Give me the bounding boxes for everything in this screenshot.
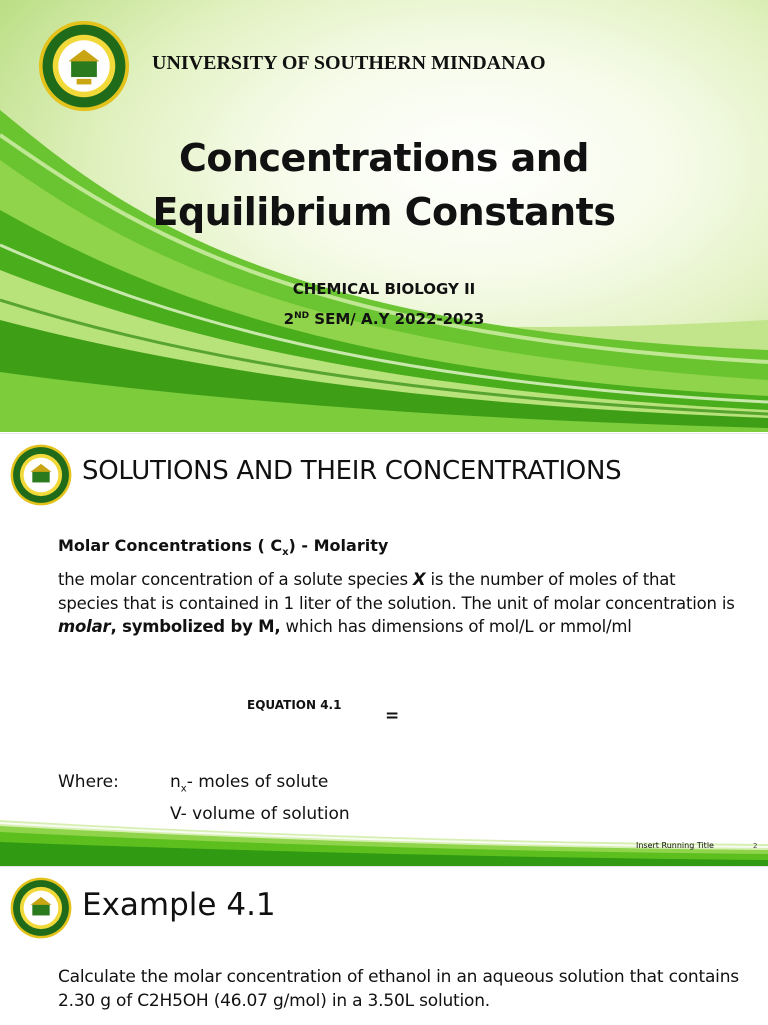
definition-part-1: the molar concentration of a solute species (58, 570, 413, 589)
definition-part-2: is the number of moles of that species that is contained in 1 liter of the solution. The unit of molar concentration is (58, 570, 735, 613)
example-heading: Example 4.1 (82, 887, 276, 923)
semester-rest: SEM/ A.Y 2022-2023 (309, 310, 485, 328)
symbolized-text: , symbolized by M, (110, 617, 281, 636)
example-problem: Calculate the molar concentration of ethanol in an aqueous solution that contains 2.30 g of C2H5OH (46.07 g/mol) in a 3.50L solution. (58, 967, 739, 1011)
green-wave-footer (0, 814, 768, 866)
university-seal-icon (10, 877, 72, 939)
title-line-2: Equilibrium Constants (152, 190, 616, 234)
semester-line (184, 310, 584, 328)
molarity-definition (58, 568, 738, 639)
title-slide (0, 0, 768, 432)
concentration-slide (0, 433, 768, 866)
where-label: Where: (58, 772, 119, 792)
university-seal-icon (10, 444, 72, 506)
moles-text: - moles of solute (186, 772, 329, 792)
moles-subscript: x (180, 783, 187, 795)
moles-variable: n (170, 772, 181, 792)
definition-part-3: which has dimensions of mol/L or mmol/ml (280, 617, 632, 636)
course-name: CHEMICAL BIOLOGY II (292, 280, 476, 298)
example-slide (0, 866, 768, 1025)
subhead-suffix: ) - Molarity (288, 536, 389, 555)
moles-definition (170, 772, 328, 794)
volume-definition: V- volume of solution (170, 804, 350, 824)
subhead-subscript: x (282, 547, 289, 559)
slide-number: 2 (753, 842, 758, 850)
equation-equals: = (385, 706, 400, 726)
semester-suffix: ND (294, 311, 310, 321)
molar-term: molar (58, 617, 111, 636)
equation-label: EQUATION 4.1 (247, 698, 342, 712)
subhead-prefix: Molar Concentrations ( C (58, 536, 283, 555)
species-variable: X (412, 570, 426, 589)
title-line-1: Concentrations and (178, 136, 590, 180)
molarity-subheading (58, 536, 388, 558)
slide-heading: SOLUTIONS AND THEIR CONCENTRATIONS (82, 456, 622, 486)
university-seal-icon (38, 20, 130, 112)
running-title: Insert Running Title (636, 841, 714, 850)
university-name: UNIVERSITY OF SOUTHERN MINDANAO (152, 52, 546, 74)
semester-number: 2 (283, 310, 295, 328)
